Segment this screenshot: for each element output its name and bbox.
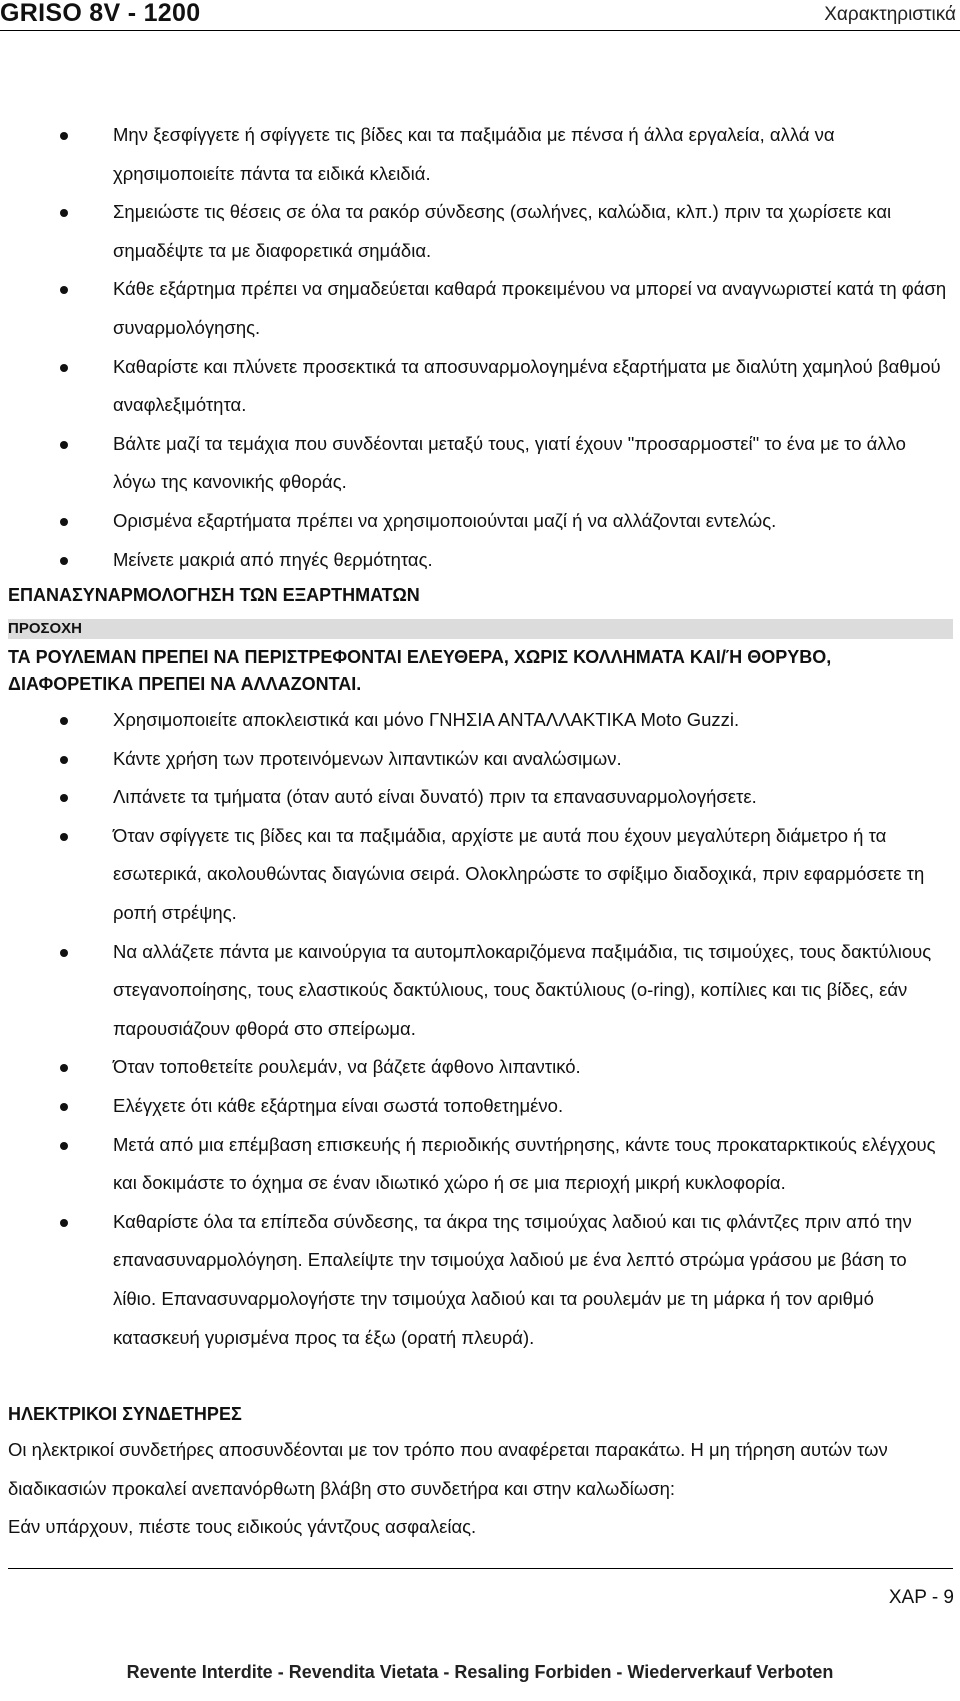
- list-item-text: Χρησιμοποιείτε αποκλειστικά και μόνο ΓΝΗΣΙΑ ΑΝΤΑΛΛΑΚΤΙΚΑ Moto Guzzi.: [113, 709, 740, 730]
- divider: [8, 1568, 953, 1569]
- list-item: [0, 817, 960, 933]
- list-item-text: Κάντε χρήση των προτεινόμενων λιπαντικών και αναλώσιμων.: [113, 747, 622, 769]
- bullet-icon: [60, 756, 68, 764]
- list-item: [0, 1087, 960, 1126]
- list-item: [0, 348, 960, 425]
- bullet-icon: [60, 364, 68, 372]
- list-item-text: Να αλλάζετε πάντα με καινούργια τα αυτομπλοκαριζόμενα παξιμάδια, τις τσιμούχες, τους δακτύλιους στεγανοποίησης, τους ελαστικούς δακτύλιους, τους δακτύλιους (o-ring), κοπίλιες και τις βίδες, εάν παρουσιάζουν φθορά στο σπείρωμα.: [113, 940, 932, 1039]
- list-item: [0, 270, 960, 347]
- page-header: [0, 0, 960, 31]
- bullet-icon: [60, 132, 68, 140]
- connectors-paragraph: Εάν υπάρχουν, πιέστε τους ειδικούς γάντζους ασφαλείας.: [8, 1516, 477, 1537]
- bullet-icon: [60, 1219, 68, 1227]
- bullet-icon: [60, 717, 68, 725]
- bullet-icon: [60, 286, 68, 294]
- list-item-text: Σημειώστε τις θέσεις σε όλα τα ρακόρ σύνδεσης (σωλήνες, καλώδια, κλπ.) πριν τα χωρίσετε και σημαδέψτε τα με διαφορετικά σημάδια.: [113, 201, 892, 261]
- list-item: [0, 1048, 960, 1087]
- list-item: [0, 1203, 960, 1357]
- reassembly-heading: ΕΠΑΝΑΣΥΝΑΡΜΟΛΟΓΗΣΗ ΤΩΝ ΕΞΑΡΤΗΜΑΤΩΝ: [8, 585, 420, 605]
- precautions-list: [0, 116, 960, 579]
- bullet-icon: [60, 1142, 68, 1150]
- bullet-icon: [60, 1103, 68, 1111]
- list-item-text: Ελέγχετε ότι κάθε εξάρτημα είναι σωστά τοποθετημένο.: [113, 1094, 564, 1116]
- list-item-text: Καθαρίστε όλα τα επίπεδα σύνδεσης, τα άκρα της τσιμούχας λαδιού και τις φλάντζες πριν από την επανασυναρμολόγηση. Επαλείψτε την τσιμούχα λαδιού με ένα λεπτό στρώμα γράσου με βάση το λίθιο. Επανασυναρμολογήστε την τσιμούχα λαδιού και τα ρουλεμάν με τη μάρκα ή τον αριθμό κατασκευή γυρισμένα προς τα έξω (ορατή πλευρά).: [113, 1210, 912, 1348]
- list-item-text: Λιπάνετε τα τμήματα (όταν αυτό είναι δυνατό) πριν τα επανασυναρμολογήσετε.: [113, 786, 757, 808]
- bullet-icon: [60, 441, 68, 449]
- caution-label: ΠΡΟΣΟΧΗ: [8, 619, 953, 639]
- bullet-icon: [60, 794, 68, 802]
- section-title: Χαρακτηριστικά: [824, 4, 956, 25]
- list-item-text: Κάθε εξάρτημα πρέπει να σημαδεύεται καθαρά προκειμένου να μπορεί να αναγνωριστεί κατά τη φάση συναρμολόγησης.: [113, 278, 947, 338]
- list-item-text: Μείνετε μακριά από πηγές θερμότητας.: [113, 548, 433, 570]
- connectors-heading: ΗΛΕΚΤΡΙΚΟΙ ΣΥΝΔΕΤΗΡΕΣ: [8, 1404, 242, 1424]
- list-item-text: Μετά από μια επέμβαση επισκευής ή περιοδικής συντήρησης, κάντε τους προκαταρκτικούς ελέγχους και δοκιμάστε το όχημα σε έναν ιδιωτικό χώρο ή σε μια περιοχή μικρή κυκλοφορία.: [113, 1133, 936, 1194]
- page-number: ΧΑΡ - 9: [888, 1587, 954, 1608]
- list-item: [0, 933, 960, 1049]
- list-item: [0, 701, 960, 740]
- list-item: [0, 425, 960, 502]
- bullet-icon: [60, 557, 68, 565]
- list-item-text: Ορισμένα εξαρτήματα πρέπει να χρησιμοποιούνται μαζί ή να αλλάζονται εντελώς.: [113, 509, 777, 531]
- bullet-icon: [60, 209, 68, 217]
- bullet-icon: [60, 949, 68, 957]
- list-item: [0, 541, 960, 580]
- bullet-icon: [60, 1064, 68, 1072]
- footer-notice: Revente Interdite - Revendita Vietata - Resaling Forbiden - Wiederverkauf Verboten: [126, 1662, 834, 1682]
- bullet-icon: [60, 518, 68, 526]
- list-item-text: Βάλτε μαζί τα τεμάχια που συνδέονται μεταξύ τους, γιατί έχουν "προσαρμοστεί" το ένα με το άλλο λόγω της κανονικής φθοράς.: [113, 432, 906, 493]
- list-item: [0, 502, 960, 541]
- list-item: [0, 740, 960, 779]
- list-item-text: Όταν τοποθετείτε ρουλεμάν, να βάζετε άφθονο λιπαντικό.: [113, 1056, 581, 1078]
- list-item: [0, 1126, 960, 1203]
- model-title: GRISO 8V - 1200: [0, 0, 201, 27]
- reassembly-list: [0, 701, 960, 1357]
- list-item-text: Όταν σφίγγετε τις βίδες και τα παξιμάδια, αρχίστε με αυτά που έχουν μεγαλύτερη διάμετρο ή τα εσωτερικά, ακολουθώντας διαγώνια σειρά. Ολοκληρώστε το σφίξιμο διαδοχικά, πριν εφαρμόσετε τη ροπή στρέψης.: [113, 824, 925, 923]
- list-item: [0, 193, 960, 270]
- caution-text: ΤΑ ΡΟΥΛΕΜΑΝ ΠΡΕΠΕΙ ΝΑ ΠΕΡΙΣΤΡΕΦΟΝΤΑΙ ΕΛΕΥΘΕΡΑ, ΧΩΡΙΣ ΚΟΛΛΗΜΑΤΑ ΚΑΙ/Ή ΘΟΡΥΒΟ, ΔΙΑΦΟΡΕΤΙΚΑ ΠΡΕΠΕΙ ΝΑ ΑΛΛΑΖΟΝΤΑΙ.: [8, 647, 832, 694]
- list-item: [0, 116, 960, 193]
- list-item-text: Καθαρίστε και πλύνετε προσεκτικά τα αποσυναρμολογημένα εξαρτήματα με διαλύτη χαμηλού βαθμού αναφλεξιμότητα.: [113, 355, 941, 416]
- list-item: [0, 778, 960, 817]
- bullet-icon: [60, 833, 68, 841]
- list-item-text: Μην ξεσφίγγετε ή σφίγγετε τις βίδες και τα παξιμάδια με πένσα ή άλλα εργαλεία, αλλά να χρησιμοποιείτε πάντα τα ειδικά κλειδιά.: [113, 124, 835, 184]
- connectors-paragraph: Οι ηλεκτρικοί συνδετήρες αποσυνδέονται με τον τρόπο που αναφέρεται παρακάτω. Η μη τήρηση αυτών των διαδικασιών προκαλεί ανεπανόρθωτη βλάβη στο συνδετήρα και στην καλωδίωση:: [8, 1439, 888, 1499]
